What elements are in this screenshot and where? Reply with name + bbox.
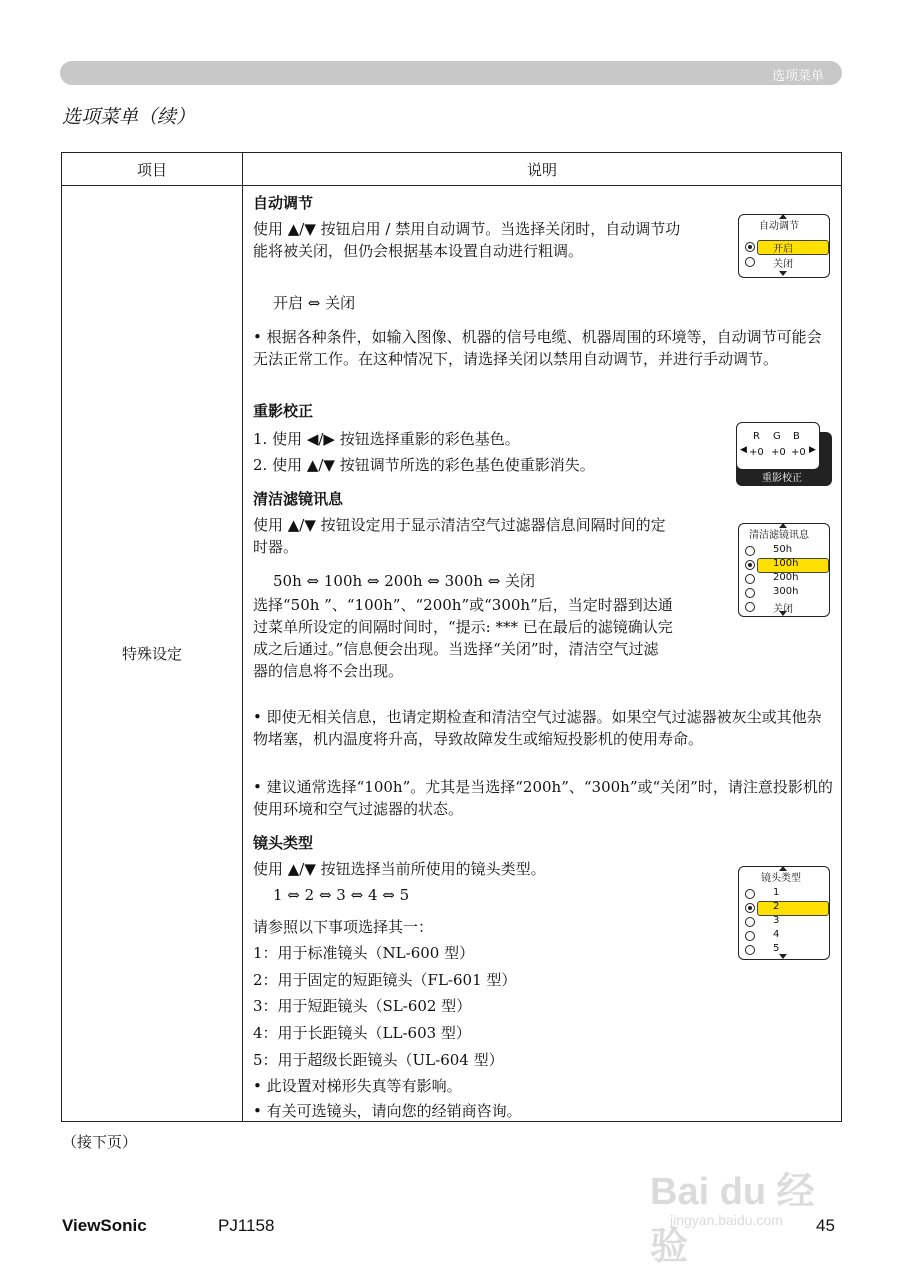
- ghost-step-2: 2. 使用 ▲/▼ 按钮调节所选的彩色基色使重影消失。: [253, 456, 595, 474]
- lens-title: 镜头类型: [253, 834, 314, 852]
- lens-note-2: • 有关可选镜头，请向您的经销商咨询。: [253, 1102, 522, 1120]
- filter-cycle: 50h ⇔ 100h ⇔ 200h ⇔ 300h ⇔ 关闭: [273, 572, 536, 590]
- lens-option-2: 2：用于固定的短距镜头（FL-601 型）: [253, 971, 517, 989]
- scroll-down-icon: [779, 954, 787, 959]
- radio-selected-icon: [745, 903, 755, 913]
- radio-icon: [745, 257, 755, 267]
- column-header-item: 项目: [62, 153, 243, 186]
- radio-icon: [745, 945, 755, 955]
- scroll-down-icon: [779, 611, 787, 616]
- osd-option-1: 1: [745, 887, 829, 900]
- ghost-g-value: +0: [771, 447, 786, 458]
- osd-title: 清洁滤镜讯息: [749, 530, 809, 541]
- ghost-title: 重影校正: [253, 402, 314, 420]
- auto-adjust-note: • 根据各种条件，如输入图像、机器的信号电缆、机器周围的环境等，自动调节可能会无法正常工作。在这种情况下，请选择关闭以禁用自动调节，并进行手动调节。: [253, 328, 822, 368]
- page-number: 45: [816, 1216, 835, 1235]
- osd-option-off: 关闭: [745, 600, 829, 613]
- osd-option-50h: 50h: [745, 544, 829, 557]
- lens-desc: 使用 ▲/▼ 按钮选择当前所使用的镜头类型。: [253, 860, 546, 878]
- lens-cycle: 1 ⇔ 2 ⇔ 3 ⇔ 4 ⇔ 5: [273, 886, 410, 904]
- ghost-b-label: B: [793, 431, 800, 442]
- footer-model: PJ1158: [218, 1216, 275, 1235]
- auto-adjust-title: 自动调节: [253, 194, 314, 212]
- radio-selected-icon: [745, 242, 755, 252]
- radio-icon: [745, 917, 755, 927]
- settings-table: [61, 152, 842, 1122]
- item-label: 特殊设定: [62, 186, 243, 1122]
- ghost-step-1: 1. 使用 ◀/▶ 按钮选择重影的彩色基色。: [253, 430, 520, 448]
- auto-adjust-osd: [738, 214, 830, 278]
- ghost-r-value: +0: [749, 447, 764, 458]
- radio-icon: [745, 588, 755, 598]
- right-arrow-icon: ▶: [809, 445, 816, 455]
- osd-option-2: 2: [745, 901, 829, 914]
- auto-adjust-desc: 使用 ▲/▼ 按钮启用 / 禁用自动调节。当选择关闭时，自动调节功能将被关闭，但仍会根据基本设置自动进行粗调。: [253, 220, 681, 260]
- lens-option-1: 1：用于标准镜头（NL-600 型）: [253, 944, 475, 962]
- page-title: 选项菜单（续）: [62, 106, 196, 128]
- left-arrow-icon: ◀: [740, 445, 747, 455]
- lens-option-5: 5：用于超级长距镜头（UL-604 型）: [253, 1051, 504, 1069]
- scroll-down-icon: [779, 271, 787, 276]
- osd-option-200h: 200h: [745, 572, 829, 585]
- header-bar: [60, 61, 842, 85]
- ghost-osd-label: 重影校正: [762, 473, 802, 484]
- radio-icon: [745, 546, 755, 556]
- osd-option-off: 关闭: [745, 255, 829, 268]
- watermark-logo: Bai du 经验: [650, 1171, 815, 1268]
- osd-option-5: 5: [745, 943, 829, 956]
- radio-icon: [745, 602, 755, 612]
- header-section: 选项菜单: [771, 69, 824, 84]
- filter-detail: 选择“50h ”、“100h”、“200h”或“300h”后，当定时器到达通过菜单所设定的间隔时间时，“提示: *** 已在最后的滤镜确认完成之后通过。”信息便会出现。当选择“关闭”时，清洁空气过滤器的信息将不会出现。: [253, 596, 673, 680]
- continued-note: （接下页）: [62, 1133, 138, 1151]
- watermark-url: jingyan.baidu.com: [670, 1212, 783, 1228]
- radio-icon: [745, 931, 755, 941]
- radio-icon: [745, 889, 755, 899]
- ghost-g-label: G: [773, 431, 781, 442]
- radio-icon: [745, 574, 755, 584]
- filter-note-2: • 建议通常选择“100h”。尤其是当选择“200h”、“300h”或“关闭”时，请注意投影机的使用环境和空气过滤器的状态。: [253, 778, 833, 818]
- osd-option-4: 4: [745, 929, 829, 942]
- ghost-osd-panel: [736, 422, 820, 470]
- lens-option-3: 3：用于短距镜头（SL-602 型）: [253, 997, 472, 1015]
- ghost-b-value: +0: [791, 447, 806, 458]
- auto-adjust-cycle: 开启 ⇔ 关闭: [273, 294, 356, 312]
- filter-note-1: • 即使无相关信息，也请定期检查和清洁空气过滤器。如果空气过滤器被灰尘或其他杂物堵塞，机内温度将升高，导致故障发生或缩短投影机的使用寿命。: [253, 708, 822, 748]
- osd-option-on: 开启: [745, 240, 829, 253]
- lens-option-4: 4：用于长距镜头（LL-603 型）: [253, 1024, 471, 1042]
- osd-title: 自动调节: [759, 221, 799, 232]
- filter-osd: [738, 523, 830, 617]
- lens-intro: 请参照以下事项选择其一：: [253, 918, 434, 936]
- osd-option-3: 3: [745, 915, 829, 928]
- filter-title: 清洁滤镜讯息: [253, 490, 344, 508]
- description-cell: [243, 186, 842, 1122]
- osd-title: 镜头类型: [761, 873, 801, 884]
- lens-osd: [738, 866, 830, 960]
- footer-brand: ViewSonic: [62, 1216, 147, 1235]
- osd-option-300h: 300h: [745, 586, 829, 599]
- column-header-description: 说明: [243, 153, 842, 186]
- osd-option-100h: 100h: [745, 558, 829, 571]
- ghost-osd: [736, 422, 832, 486]
- filter-desc: 使用 ▲/▼ 按钮设定用于显示清洁空气过滤器信息间隔时间的定时器。: [253, 516, 666, 556]
- lens-note-1: • 此设置对梯形失真等有影响。: [253, 1077, 462, 1095]
- radio-selected-icon: [745, 560, 755, 570]
- ghost-r-label: R: [753, 431, 760, 442]
